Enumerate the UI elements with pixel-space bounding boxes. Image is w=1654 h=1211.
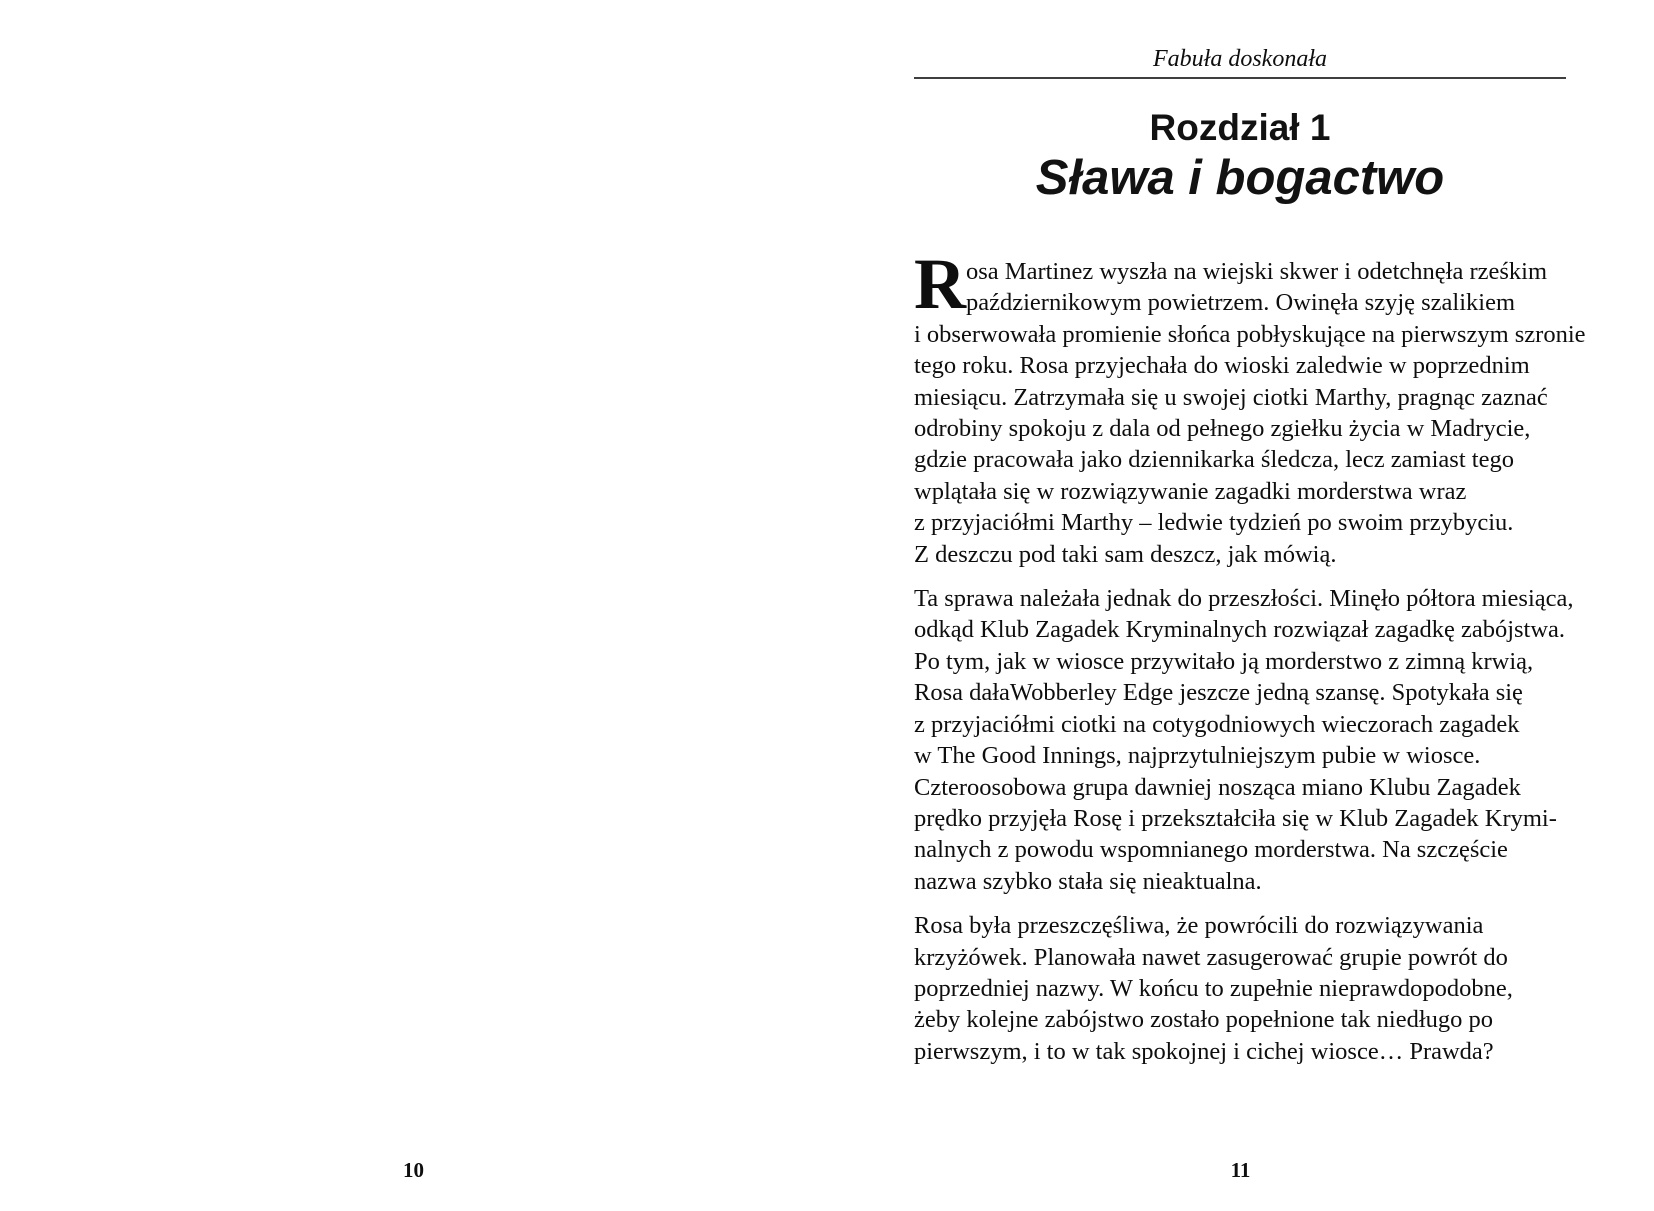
text-line: i obserwowała promienie słońca pobłyskujące na pierwszym szronie [914, 320, 1586, 348]
paragraph [914, 910, 1574, 1067]
text-line: krzyżówek. Planowała nawet zasugerować grupie powrót do [914, 943, 1508, 971]
text-line: żeby kolejne zabójstwo zostało popełnione tak niedługo po [914, 1006, 1494, 1034]
text-line: prędko przyjęła Rosę i przekształciła się w Klub Zagadek Krymi- [914, 804, 1557, 832]
text-line: w The Good Innings, najprzytulniejszym pubie w wiosce. [914, 742, 1481, 770]
text-line: nazwa szybko stała się nieaktualna. [914, 867, 1262, 895]
text-line: Rosa była przeszczęśliwa, że powrócili do rozwiązywania [914, 912, 1484, 940]
text-line: z przyjaciółmi ciotki na cotygodniowych wieczorach zagadek [914, 710, 1520, 738]
drop-cap: R [914, 244, 966, 324]
text-line: Czteroosobowa grupa dawniej nosząca miano Klubu Zagadek [914, 773, 1521, 801]
text-line: poprzedniej nazwy. W końcu to zupełnie nieprawdopodobne, [914, 974, 1513, 1002]
text-line: Po tym, jak w wiosce przywitało ją morderstwo z zimną krwią, [914, 647, 1534, 675]
text-line: odkąd Klub Zagadek Kryminalnych rozwiązał zagadkę zabójstwa. [914, 616, 1566, 644]
text-line: Ta sprawa należała jednak do przeszłości. Minęło półtora miesiąca, [914, 585, 1574, 613]
page-number-left: 10 [403, 1158, 424, 1182]
paragraph [914, 244, 1586, 570]
header-rule [914, 77, 1566, 79]
text-line: odrobiny spokoju z dala od pełnego zgiełku życia w Madrycie, [914, 415, 1531, 443]
running-header: Fabuła doskonała [1153, 46, 1327, 72]
text-line: z przyjaciółmi Marthy – ledwie tydzień po swoim przybyciu. [914, 509, 1514, 537]
chapter-number-heading: Rozdział 1 [1149, 107, 1331, 148]
page-number-right: 11 [1230, 1158, 1251, 1182]
text-line: Rosa dałaWobberley Edge jeszcze jedną szansę. Spotykała się [914, 679, 1523, 707]
paragraph [914, 583, 1574, 897]
text-line: tego roku. Rosa przyjechała do wioski zaledwie w poprzednim [914, 352, 1530, 380]
text-line: gdzie pracowała jako dziennikarka śledcza, lecz zamiast tego [914, 446, 1514, 474]
chapter-title: Sława i bogactwo [1035, 151, 1445, 205]
text-line: osa Martinez wyszła na wiejski skwer i odetchnęła rześkim [966, 258, 1548, 285]
text-line: październikowym powietrzem. Owinęła szyję szalikiem [966, 289, 1516, 317]
text-line: wplątała się w rozwiązywanie zagadki morderstwa wraz [914, 477, 1467, 505]
text-line: Z deszczu pod taki sam deszcz, jak mówią. [914, 540, 1337, 568]
body-text [914, 244, 1586, 1067]
text-line: miesiącu. Zatrzymała się u swojej ciotki Marthy, pragnąc zaznać [914, 383, 1548, 411]
text-line: pierwszym, i to w tak spokojnej i cichej wiosce… Prawda? [914, 1037, 1494, 1065]
text-line: nalnych z powodu wspomnianego morderstwa. Na szczęście [914, 836, 1508, 864]
